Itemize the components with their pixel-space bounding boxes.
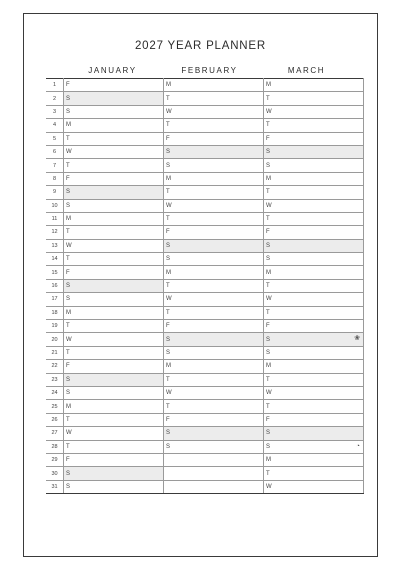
march-day-cell[interactable]	[264, 467, 364, 480]
march-day-cell[interactable]	[264, 79, 364, 92]
planner-row	[46, 186, 364, 199]
march-weekday-label: M	[266, 175, 271, 182]
february-weekday-label: F	[166, 229, 170, 236]
march-weekday-label: M	[266, 363, 271, 370]
january-weekday-label: T	[66, 162, 70, 169]
day-number: 20	[46, 333, 64, 346]
march-day-cell[interactable]	[264, 253, 364, 266]
march-weekday-label: T	[266, 216, 270, 223]
planner-row	[46, 226, 364, 239]
march-weekday-label: S	[266, 162, 271, 169]
march-weekday-label: S	[266, 430, 271, 437]
january-weekday-label: M	[66, 403, 71, 410]
january-day-cell[interactable]	[64, 159, 164, 172]
planner-row	[46, 79, 364, 92]
day-number: 3	[46, 105, 64, 118]
planner-page	[23, 13, 378, 557]
planner-row	[46, 386, 364, 399]
january-weekday-label: T	[66, 416, 70, 423]
march-weekday-label: W	[266, 202, 272, 209]
january-day-cell[interactable]	[64, 172, 164, 185]
march-day-cell[interactable]	[264, 239, 364, 252]
planner-row	[46, 467, 364, 480]
february-weekday-label: F	[166, 416, 170, 423]
march-weekday-label: F	[266, 135, 270, 142]
february-day-cell[interactable]	[164, 279, 264, 292]
january-weekday-label: W	[66, 430, 72, 437]
january-day-cell[interactable]	[64, 79, 164, 92]
january-day-cell[interactable]	[64, 400, 164, 413]
day-number: 23	[46, 373, 64, 386]
day-number: 26	[46, 413, 64, 426]
day-number: 8	[46, 172, 64, 185]
february-weekday-label: T	[166, 376, 170, 383]
march-day-cell[interactable]	[264, 186, 364, 199]
february-day-cell[interactable]	[164, 306, 264, 319]
february-weekday-label: S	[166, 149, 171, 156]
february-weekday-label: S	[166, 430, 171, 437]
planner-row	[46, 92, 364, 105]
january-weekday-label: S	[66, 283, 71, 290]
february-weekday-label: M	[166, 175, 171, 182]
february-day-cell[interactable]	[164, 346, 264, 359]
january-day-cell[interactable]	[64, 266, 164, 279]
march-day-cell[interactable]	[264, 172, 364, 185]
february-weekday-label: W	[166, 202, 172, 209]
february-weekday-label: S	[166, 162, 171, 169]
planner-row	[46, 159, 364, 172]
march-day-cell[interactable]	[264, 400, 364, 413]
january-day-cell[interactable]	[64, 320, 164, 333]
march-day-cell[interactable]	[264, 306, 364, 319]
month-header-march: MARCH	[287, 66, 326, 75]
february-weekday-label: T	[166, 95, 170, 102]
march-weekday-label: S	[266, 443, 271, 450]
january-weekday-label: T	[66, 350, 70, 356]
march-day-cell[interactable]	[264, 413, 364, 426]
january-day-cell[interactable]	[64, 440, 164, 453]
day-number: 25	[46, 400, 64, 413]
january-weekday-label: T	[66, 256, 70, 263]
march-day-cell[interactable]	[264, 145, 364, 158]
january-weekday-label: W	[66, 336, 72, 343]
march-day-cell[interactable]	[264, 279, 364, 292]
march-day-cell[interactable]	[264, 119, 364, 132]
january-day-cell[interactable]	[64, 306, 164, 319]
day-number: 29	[46, 453, 64, 466]
february-day-cell[interactable]	[164, 199, 264, 212]
january-day-cell[interactable]	[64, 346, 164, 359]
march-day-cell[interactable]	[264, 92, 364, 105]
day-number: 5	[46, 132, 64, 145]
day-number: 27	[46, 427, 64, 440]
february-day-cell[interactable]	[164, 333, 264, 346]
february-day-cell[interactable]	[164, 172, 264, 185]
january-weekday-label: T	[66, 323, 70, 330]
february-weekday-label: F	[166, 135, 170, 142]
january-day-cell[interactable]	[64, 199, 164, 212]
february-day-cell[interactable]	[164, 119, 264, 132]
january-weekday-label: F	[66, 269, 70, 276]
february-day-cell[interactable]	[164, 400, 264, 413]
month-header-february: FEBRUARY	[181, 66, 238, 75]
march-weekday-label: W	[266, 483, 272, 490]
march-day-cell[interactable]	[264, 427, 364, 440]
january-weekday-label: S	[66, 108, 71, 115]
march-day-cell[interactable]	[264, 266, 364, 279]
planner-row	[46, 320, 364, 333]
march-weekday-label: M	[266, 457, 271, 464]
january-day-cell[interactable]	[64, 467, 164, 480]
march-day-cell[interactable]	[264, 159, 364, 172]
february-weekday-label: S	[166, 242, 171, 249]
february-day-cell[interactable]	[164, 386, 264, 399]
february-day-cell[interactable]	[164, 212, 264, 225]
january-day-cell[interactable]	[64, 386, 164, 399]
planner-row	[46, 199, 364, 212]
february-weekday-label: S	[166, 350, 171, 356]
planner-row	[46, 480, 364, 493]
january-weekday-label: T	[66, 443, 70, 450]
january-weekday-label: F	[66, 82, 70, 89]
february-weekday-label: S	[166, 336, 171, 343]
february-day-cell[interactable]	[164, 132, 264, 145]
february-weekday-label: W	[166, 296, 172, 303]
planner-row	[46, 293, 364, 306]
day-number: 2	[46, 92, 64, 105]
day-number: 1	[46, 79, 64, 92]
planner-row	[46, 253, 364, 266]
january-day-cell[interactable]	[64, 293, 164, 306]
march-weekday-label: S	[266, 149, 271, 156]
january-weekday-label: S	[66, 202, 71, 209]
day-number: 30	[46, 467, 64, 480]
day-number: 11	[46, 212, 64, 225]
january-weekday-label: F	[66, 175, 70, 182]
planner-grid	[46, 78, 364, 494]
march-weekday-label: F	[266, 323, 270, 330]
january-day-cell[interactable]	[64, 360, 164, 373]
planner-row	[46, 346, 364, 359]
march-weekday-label: W	[266, 296, 272, 303]
february-weekday-label: M	[166, 363, 171, 370]
january-weekday-label: S	[66, 483, 71, 490]
february-weekday-label: T	[166, 189, 170, 196]
february-day-cell[interactable]	[164, 145, 264, 158]
february-weekday-label: T	[166, 403, 170, 410]
january-weekday-label: S	[66, 376, 71, 383]
january-day-cell[interactable]	[64, 186, 164, 199]
march-weekday-label: T	[266, 470, 270, 477]
march-day-cell[interactable]	[264, 212, 364, 225]
planner-row	[46, 440, 364, 453]
planner-row	[46, 119, 364, 132]
january-weekday-label: S	[66, 296, 71, 303]
march-day-cell[interactable]	[264, 453, 364, 466]
february-day-cell[interactable]	[164, 360, 264, 373]
february-day-cell[interactable]	[164, 105, 264, 118]
day-number: 9	[46, 186, 64, 199]
january-day-cell[interactable]	[64, 239, 164, 252]
march-weekday-label: T	[266, 309, 270, 316]
page-title: 2027 YEAR PLANNER	[134, 40, 266, 52]
march-weekday-label: T	[266, 283, 270, 290]
march-day-cell[interactable]	[264, 373, 364, 386]
day-number: 22	[46, 360, 64, 373]
january-day-cell[interactable]	[64, 453, 164, 466]
january-weekday-label: T	[66, 135, 70, 142]
march-weekday-label: T	[266, 189, 270, 196]
planner-row	[46, 360, 364, 373]
january-weekday-label: S	[66, 470, 71, 477]
march-day-cell[interactable]	[264, 333, 364, 346]
february-day-cell[interactable]	[164, 239, 264, 252]
january-day-cell[interactable]	[64, 279, 164, 292]
february-weekday-label: S	[166, 256, 171, 263]
february-day-cell[interactable]	[164, 413, 264, 426]
february-day-cell[interactable]	[164, 320, 264, 333]
march-weekday-label: S	[266, 256, 271, 263]
planner-row	[46, 212, 364, 225]
february-day-cell[interactable]	[164, 186, 264, 199]
february-weekday-label: M	[166, 269, 171, 276]
february-weekday-label: T	[166, 309, 170, 316]
january-day-cell[interactable]	[64, 480, 164, 493]
march-weekday-label: M	[266, 269, 271, 276]
january-weekday-label: S	[66, 189, 71, 196]
planner-row	[46, 427, 364, 440]
january-day-cell[interactable]	[64, 333, 164, 346]
day-number: 31	[46, 480, 64, 493]
planner-row	[46, 105, 364, 118]
february-day-cell[interactable]	[164, 427, 264, 440]
january-day-cell[interactable]	[64, 253, 164, 266]
march-day-cell[interactable]	[264, 105, 364, 118]
january-day-cell[interactable]	[64, 132, 164, 145]
march-weekday-label: T	[266, 376, 270, 383]
january-weekday-label: M	[66, 216, 71, 223]
flower-icon: ❀	[354, 335, 360, 343]
january-day-cell[interactable]	[64, 105, 164, 118]
january-weekday-label: F	[66, 457, 70, 464]
february-day-cell[interactable]	[164, 480, 264, 493]
day-number: 7	[46, 159, 64, 172]
day-number: 28	[46, 440, 64, 453]
january-day-cell[interactable]	[64, 119, 164, 132]
planner-row	[46, 333, 364, 346]
planner-row	[46, 373, 364, 386]
february-day-cell[interactable]	[164, 79, 264, 92]
day-number: 13	[46, 239, 64, 252]
february-day-cell[interactable]	[164, 159, 264, 172]
month-header-january: JANUARY	[88, 66, 137, 75]
january-weekday-label: S	[66, 95, 71, 102]
moon-icon: ◔	[355, 442, 360, 450]
day-number: 16	[46, 279, 64, 292]
february-day-cell[interactable]	[164, 467, 264, 480]
january-weekday-label: S	[66, 390, 71, 397]
march-weekday-label: W	[266, 390, 272, 397]
february-weekday-label: W	[166, 108, 172, 115]
planner-row	[46, 145, 364, 158]
february-day-cell[interactable]	[164, 266, 264, 279]
january-weekday-label: M	[66, 309, 71, 316]
february-weekday-label: T	[166, 122, 170, 129]
planner-row	[46, 239, 364, 252]
day-number: 24	[46, 386, 64, 399]
march-weekday-label: F	[266, 416, 270, 423]
day-number: 17	[46, 293, 64, 306]
january-day-cell[interactable]	[64, 413, 164, 426]
planner-row	[46, 172, 364, 185]
march-day-cell[interactable]	[264, 346, 364, 359]
day-number: 10	[46, 199, 64, 212]
march-weekday-label: S	[266, 350, 271, 356]
february-weekday-label: F	[166, 323, 170, 330]
march-weekday-label: T	[266, 403, 270, 410]
february-day-cell[interactable]	[164, 373, 264, 386]
day-number: 12	[46, 226, 64, 239]
planner-row	[46, 413, 364, 426]
day-number: 19	[46, 320, 64, 333]
march-day-cell[interactable]	[264, 320, 364, 333]
march-weekday-label: T	[266, 95, 270, 102]
january-day-cell[interactable]	[64, 373, 164, 386]
march-weekday-label: M	[266, 82, 271, 89]
day-number: 6	[46, 145, 64, 158]
planner-row	[46, 266, 364, 279]
march-weekday-label: S	[266, 242, 271, 249]
day-number: 4	[46, 119, 64, 132]
planner-row	[46, 279, 364, 292]
january-day-cell[interactable]	[64, 212, 164, 225]
march-day-cell[interactable]	[264, 440, 364, 453]
january-day-cell[interactable]	[64, 226, 164, 239]
march-day-cell[interactable]	[264, 132, 364, 145]
january-day-cell[interactable]	[64, 145, 164, 158]
march-day-cell[interactable]	[264, 386, 364, 399]
day-number: 14	[46, 253, 64, 266]
march-day-cell[interactable]	[264, 226, 364, 239]
january-day-cell[interactable]	[64, 92, 164, 105]
march-day-cell[interactable]	[264, 360, 364, 373]
planner-row	[46, 400, 364, 413]
january-day-cell[interactable]	[64, 427, 164, 440]
february-weekday-label: W	[166, 390, 172, 397]
planner-row	[46, 306, 364, 319]
february-day-cell[interactable]	[164, 440, 264, 453]
march-day-cell[interactable]	[264, 199, 364, 212]
february-weekday-label: T	[166, 216, 170, 223]
january-weekday-label: T	[66, 229, 70, 236]
march-day-cell[interactable]	[264, 480, 364, 493]
january-weekday-label: F	[66, 363, 70, 370]
march-weekday-label: W	[266, 108, 272, 115]
january-weekday-label: M	[66, 122, 71, 129]
day-number: 21	[46, 346, 64, 359]
day-number: 15	[46, 266, 64, 279]
march-weekday-label: T	[266, 122, 270, 129]
february-weekday-label: T	[166, 283, 170, 290]
february-day-cell[interactable]	[164, 293, 264, 306]
february-day-cell[interactable]	[164, 226, 264, 239]
january-weekday-label: W	[66, 242, 72, 249]
february-day-cell[interactable]	[164, 253, 264, 266]
march-day-cell[interactable]	[264, 293, 364, 306]
february-weekday-label: S	[166, 443, 171, 450]
february-day-cell[interactable]	[164, 92, 264, 105]
planner-row	[46, 132, 364, 145]
march-weekday-label: F	[266, 229, 270, 236]
march-weekday-label: S	[266, 336, 271, 343]
day-number: 18	[46, 306, 64, 319]
january-weekday-label: W	[66, 149, 72, 156]
february-weekday-label: M	[166, 82, 171, 89]
planner-row	[46, 453, 364, 466]
february-day-cell[interactable]	[164, 453, 264, 466]
